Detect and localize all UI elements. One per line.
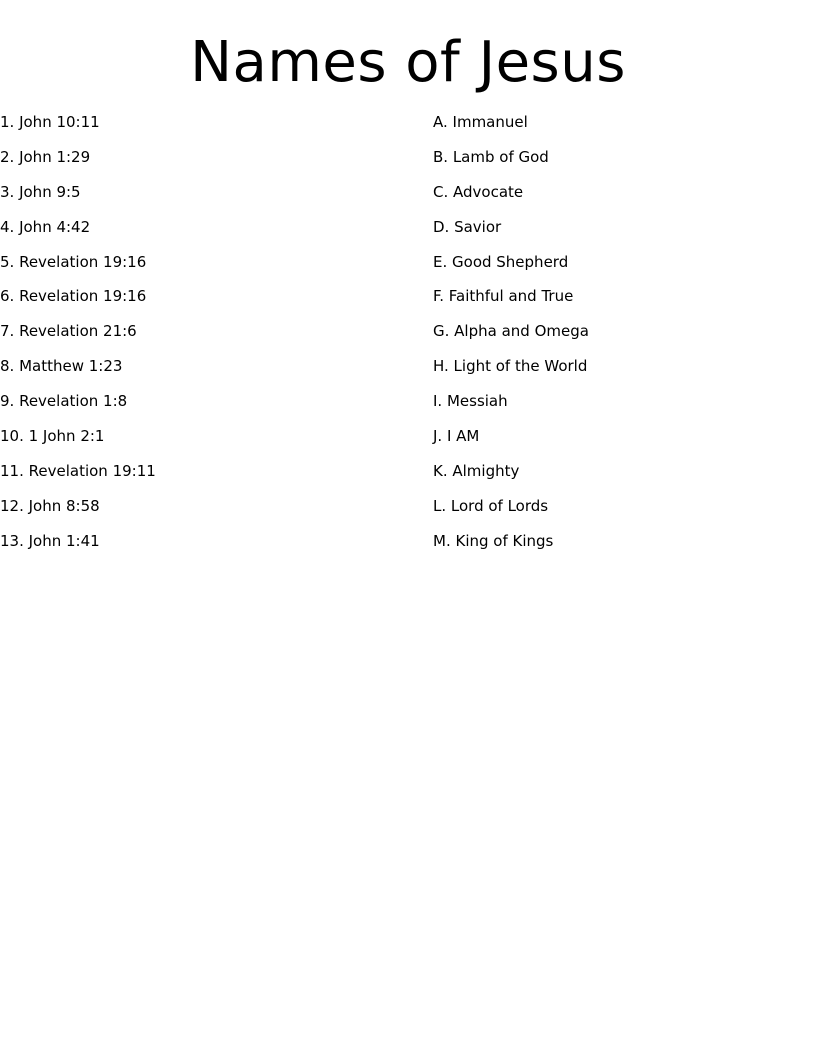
answer-item: A. Immanuel	[433, 113, 528, 131]
question-item: 12. John 8:58	[0, 496, 100, 515]
answer-item: H. Light of the World	[433, 357, 588, 376]
question-item: 13. John 1:41	[0, 531, 100, 550]
answer-item: E. Good Shepherd	[433, 252, 569, 271]
answer-list	[433, 111, 813, 565]
answer-item: L. Lord of Lords	[433, 496, 549, 515]
answer-item: D. Savior	[433, 217, 502, 236]
page-title: Names of Jesus	[190, 30, 626, 95]
question-item: 7. Revelation 21:6	[0, 322, 137, 341]
answer-item: C. Advocate	[433, 182, 524, 201]
answer-item: J. I AM	[433, 427, 480, 446]
answer-item: I. Messiah	[433, 392, 508, 411]
question-item: 9. Revelation 1:8	[0, 392, 128, 411]
question-item: 8. Matthew 1:23	[0, 357, 123, 376]
question-item: 3. John 9:5	[0, 182, 81, 201]
answer-item: K. Almighty	[433, 461, 520, 480]
question-item: 1. John 10:11	[0, 113, 100, 131]
question-list	[0, 111, 400, 565]
question-item: 5. Revelation 19:16	[0, 252, 147, 271]
question-item: 6. Revelation 19:16	[0, 287, 147, 306]
question-item: 11. Revelation 19:11	[0, 461, 156, 480]
question-item: 4. John 4:42	[0, 217, 91, 236]
answer-item: F. Faithful and True	[433, 287, 574, 306]
answer-item: B. Lamb of God	[433, 147, 549, 166]
question-item: 2. John 1:29	[0, 147, 91, 166]
answer-item: M. King of Kings	[433, 531, 554, 550]
answer-item: G. Alpha and Omega	[433, 322, 589, 341]
question-item: 10. 1 John 2:1	[0, 427, 105, 446]
